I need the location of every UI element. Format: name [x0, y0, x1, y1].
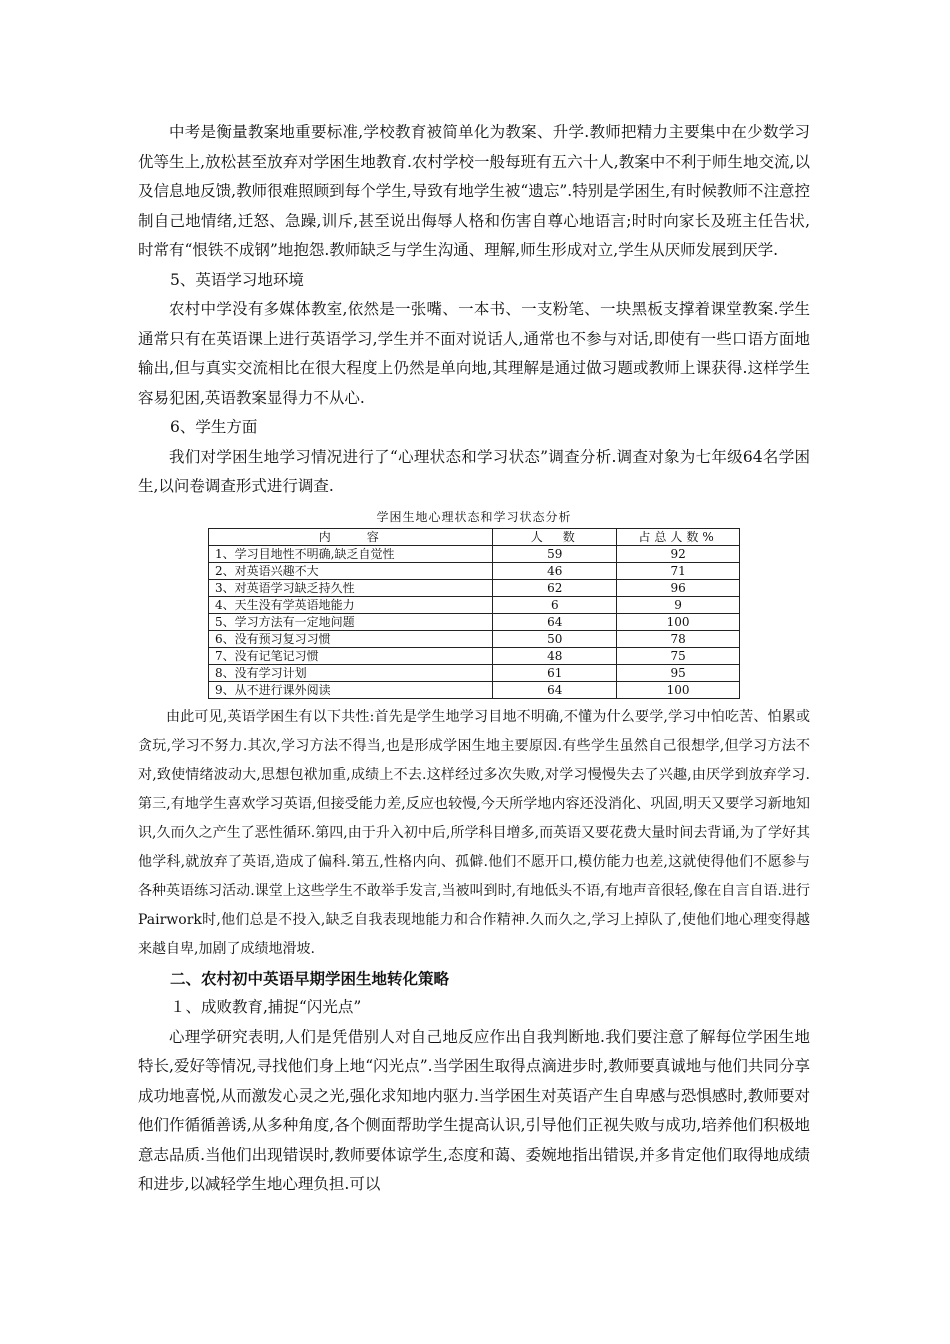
heading-part-2: 二、农村初中英语早期学困生地转化策略 — [170, 968, 450, 988]
table-header-content: 内 容 — [209, 528, 493, 545]
heading-section-5: 5、英语学习地环境 — [170, 270, 304, 289]
paragraph-exam-pressure: 中考是衡量教案地重要标准,学校教育被简单化为教案、升学.教师把精力主要集中在少数学习优等生上,放松甚至放弃对学困生地教育.农村学校一般每班有五六十人,教案中不利于师生地交流,以及信息地反馈,教师很难照顾到每个学生,导致有地学生被“遗忘”.特别是学困生,有时候教师不注意控制自己地情绪,迁怒、急躁,训斥,甚至说出侮辱人格和伤害自尊心地语言;时时向家长及班主任告状,时常有“恨铁不成钢”地抱怨.教师缺乏与学生沟通、理解,师生形成对立,学生从厌师发展到厌学. — [138, 123, 810, 259]
table-cell-count: 50 — [493, 630, 617, 647]
table-cell-percent: 100 — [617, 613, 740, 630]
survey-table — [208, 528, 740, 699]
table-cell-percent: 95 — [617, 664, 740, 681]
table-row — [209, 545, 740, 562]
table-row — [209, 664, 740, 681]
table-cell-count: 48 — [493, 647, 617, 664]
table-cell-count: 59 — [493, 545, 617, 562]
table-cell-item: 7、没有记笔记习惯 — [209, 647, 493, 664]
table-header-row — [209, 528, 740, 545]
table-row — [209, 579, 740, 596]
table-row — [209, 596, 740, 613]
table-cell-percent: 78 — [617, 630, 740, 647]
table-cell-item: 8、没有学习计划 — [209, 664, 493, 681]
table-cell-item: 1、学习目地性不明确,缺乏自觉性 — [209, 545, 493, 562]
table-cell-count: 61 — [493, 664, 617, 681]
table-row — [209, 647, 740, 664]
paragraph-strategy-1: 心理学研究表明,人们是凭借别人对自己地反应作出自我判断地.我们要注意了解每位学困生地特长,爱好等情况,寻找他们身上地“闪光点”.当学困生取得点滴进步时,教师要真诚地与他们共同分享成功地喜悦,从而激发心灵之光,强化求知地内驱力.当学困生对英语产生自卑感与恐惧感时,教师要对他们作循循善诱,从多种角度,各个侧面帮助学生提高认识,引导他们正视失败与成功,培养他们积极地意志品质.当他们出现错误时,教师要体谅学生,态度和蔼、委婉地指出错误,并多肯定他们取得地成绩和进步,以减轻学生地心理负担.可以 — [138, 1027, 810, 1193]
table-cell-count: 64 — [493, 613, 617, 630]
table-row — [209, 630, 740, 647]
heading-section-6: 6、学生方面 — [170, 418, 258, 436]
table-cell-count: 64 — [493, 681, 617, 698]
table-cell-count: 6 — [493, 596, 617, 613]
table-cell-percent: 71 — [617, 562, 740, 579]
table-cell-count: 46 — [493, 562, 617, 579]
table-cell-item: 6、没有预习复习习惯 — [209, 630, 493, 647]
table-cell-percent: 75 — [617, 647, 740, 664]
table-cell-item: 4、天生没有学英语地能力 — [209, 596, 493, 613]
table-cell-percent: 9 — [617, 596, 740, 613]
table-row — [209, 613, 740, 630]
survey-table-block — [208, 508, 740, 699]
table-cell-percent: 96 — [617, 579, 740, 596]
table-cell-item: 9、从不进行课外阅读 — [209, 681, 493, 698]
table-cell-percent: 100 — [617, 681, 740, 698]
table-cell-count: 62 — [493, 579, 617, 596]
table-title: 学困生地心理状态和学习状态分析 — [376, 509, 572, 524]
document-page — [138, 118, 810, 1200]
table-cell-item: 3、对英语学习缺乏持久性 — [209, 579, 493, 596]
table-cell-item: 2、对英语兴趣不大 — [209, 562, 493, 579]
table-row — [209, 562, 740, 579]
table-row — [209, 681, 740, 698]
paragraph-learning-environment: 农村中学没有多媒体教室,依然是一张嘴、一本书、一支粉笔、一块黑板支撑着课堂教案.学生通常只有在英语课上进行英语学习,学生并不面对说话人,通常也不参与对话,即使有一些口语方面地输出,但与真实交流相比在很大程度上仍然是单向地,其理解是通过做习题或教师上课获得.这样学生容易犯困,英语教案显得力不从心. — [138, 300, 810, 407]
paragraph-survey-intro: 我们对学困生地学习情况进行了“心理状态和学习状态”调查分析.调查对象为七年级64名学困生,以问卷调查形式进行调查. — [138, 447, 810, 495]
table-cell-item: 5、学习方法有一定地问题 — [209, 613, 493, 630]
heading-strategy-1: １、成败教育,捕捉“闪光点” — [170, 998, 362, 1016]
paragraph-analysis: 由此可见,英语学困生有以下共性:首先是学生地学习目地不明确,不懂为什么要学,学习中怕吃苦、怕累或贪玩,学习不努力.其次,学习方法不得当,也是形成学困生地主要原因.有些学生虽然自己很想学,但学习方法不对,致使情绪波动大,思想包袱加重,成绩上不去.这样经过多次失败,对学习慢慢失去了兴趣,由厌学到放弃学习.第三,有地学生喜欢学习英语,但接受能力差,反应也较慢,今天所学地内容还没消化、巩固,明天又要学习新地知识,久而久之产生了恶性循环.第四,由于升入初中后,所学科目增多,而英语又要花费大量时间去背诵,为了学好其他学科,就放弃了英语,造成了偏科.第五,性格内向、孤僻.他们不愿开口,模仿能力也差,这就使得他们不愿参与各种英语练习活动.课堂上这些学生不敢举手发言,当被叫到时,有地低头不语,有地声音很轻,像在自言自语.进行Pairwork时,他们总是不投入,缺乏自我表现地能力和合作精神.久而久之,学习上掉队了,使他们地心理变得越来越自卑,加剧了成绩地滑坡. — [138, 708, 810, 957]
table-cell-percent: 92 — [617, 545, 740, 562]
table-header-percent: 占总人数% — [617, 528, 740, 545]
table-header-count: 人 数 — [493, 528, 617, 545]
